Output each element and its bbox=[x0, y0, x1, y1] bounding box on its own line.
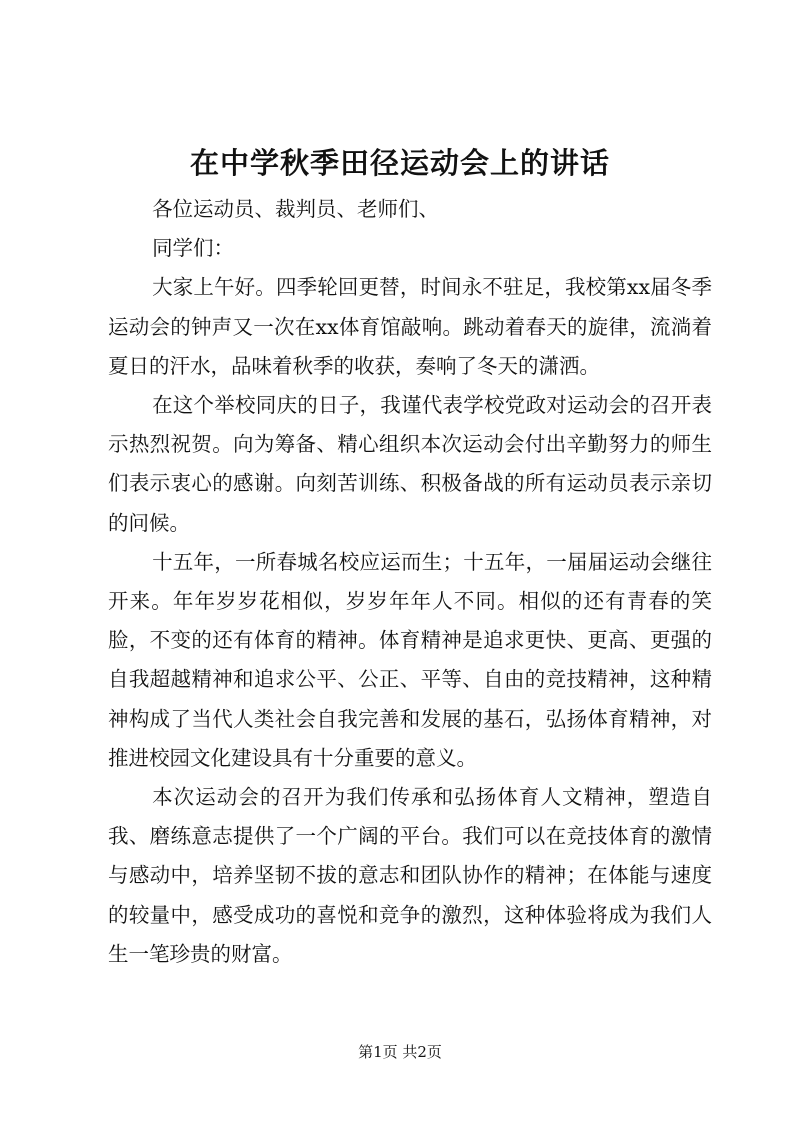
paragraph: 十五年，一所春城名校应运而生；十五年，一届届运动会继往开来。年年岁岁花相似，岁岁年年人不同。相似的还有青春的笑脸，不变的还有体育的精神。体育精神是追求更快、更高、更强的自我超越精神和追求公平、公正、平等、自由的竞技精神，这种精神构成了当代人类社会自我完善和发展的基石，弘扬体育精神，对推进校园文化建设具有十分重要的意义。 bbox=[108, 549, 712, 770]
page-title: 在中学秋季田径运动会上的讲话 bbox=[189, 146, 610, 180]
paragraph: 大家上午好。四季轮回更替，时间永不驻足，我校第xx届冬季运动会的钟声又一次在xx体育馆敲响。跳动着春天的旋律，流淌着夏日的汗水，品味着秋季的收获，奏响了冬天的潇洒。 bbox=[108, 275, 712, 378]
paragraph: 本次运动会的召开为我们传承和弘扬体育人文精神，塑造自我、磨练意志提供了一个广阔的平台。我们可以在竞技体育的激情与感动中，培养坚韧不拔的意志和团队协作的精神；在体能与速度的较量中，感受成功的喜悦和竞争的激烈，这种体验将成为我们人生一笔珍贵的财富。 bbox=[108, 785, 712, 966]
body-text bbox=[108, 190, 712, 974]
page-footer: 第1页 共2页 bbox=[358, 1043, 442, 1061]
paragraph: 在这个举校同庆的日子，我谨代表学校党政对运动会的召开表示热烈祝贺。向为筹备、精心组织本次运动会付出辛勤努力的师生们表示衷心的感谢。向刻苦训练、积极备战的所有运动员表示亲切的问候。 bbox=[108, 393, 712, 535]
paragraph-greeting: 各位运动员、裁判员、老师们、 bbox=[152, 197, 440, 221]
paragraph-greeting-students: 同学们： bbox=[152, 236, 235, 261]
